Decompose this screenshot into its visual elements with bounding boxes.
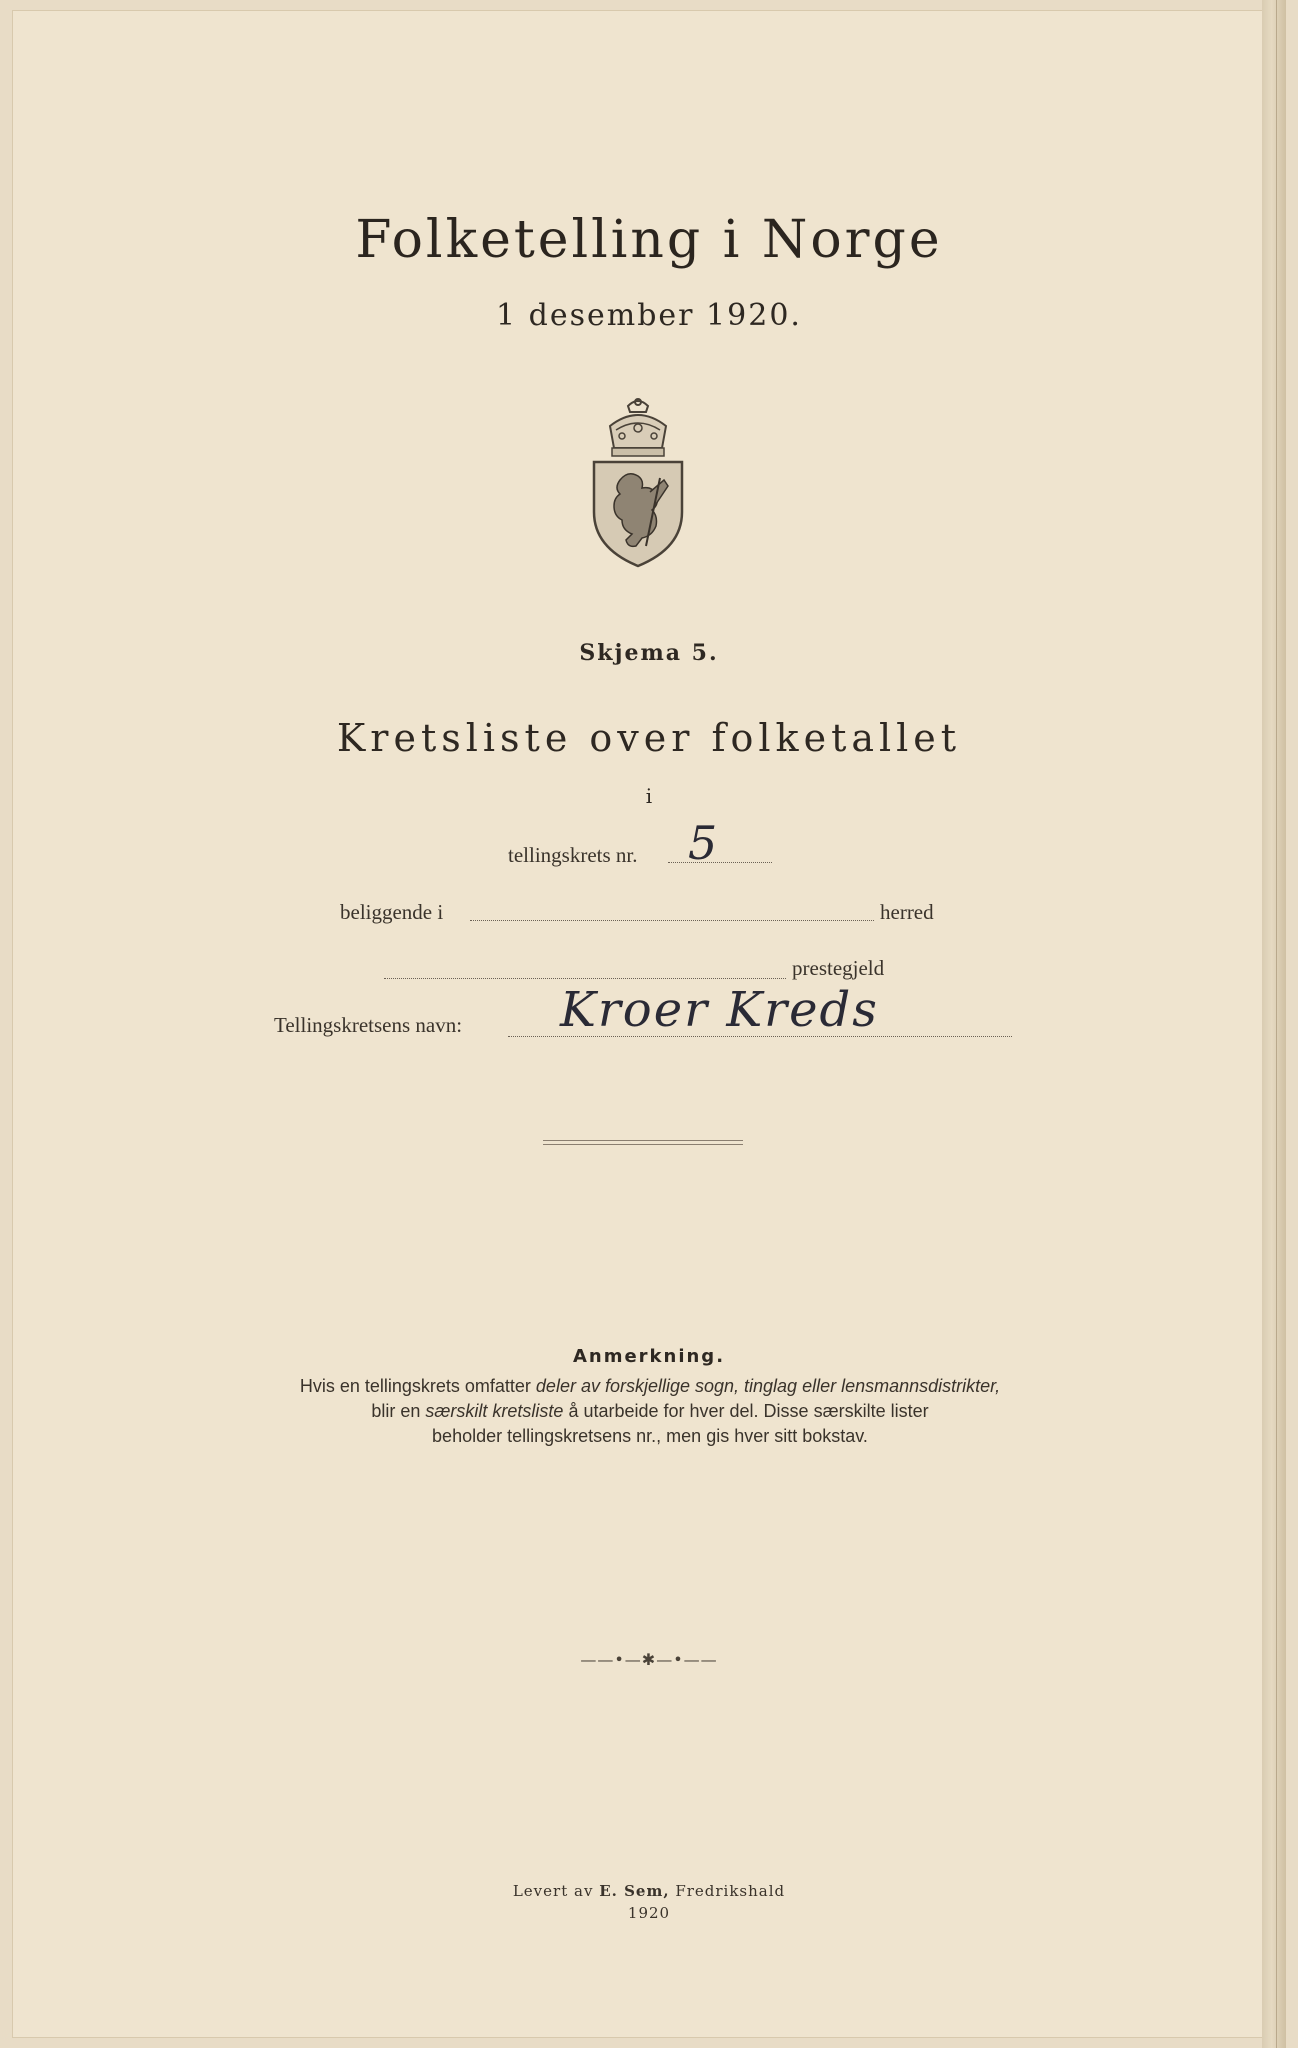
printer-name: E. Sem, xyxy=(599,1882,670,1900)
located-in-line xyxy=(470,920,874,921)
note-line-2-text: blir en xyxy=(371,1401,426,1421)
divider-rule xyxy=(543,1144,743,1145)
prestegjeld-label: prestegjeld xyxy=(792,956,885,980)
note-text xyxy=(200,1374,1100,1449)
note-line-2 xyxy=(200,1399,1100,1424)
district-number-line xyxy=(668,862,772,863)
note-line-1 xyxy=(200,1374,1100,1399)
located-in-label: beliggende i xyxy=(340,900,444,924)
note-line-1-text: Hvis en tellingskrets omfatter xyxy=(299,1376,536,1396)
note-line-2-text-end: å utarbeide for hver del. Disse særskilte lister xyxy=(563,1401,929,1421)
district-number-value: 5 xyxy=(688,816,718,870)
printer-year: 1920 xyxy=(627,1904,671,1922)
note-line-1-italic: deler av forskjellige sogn, tinglag eller lensmannsdistrikter, xyxy=(535,1376,1001,1396)
district-number-label: tellingskrets nr. xyxy=(508,843,638,867)
norwegian-coat-of-arms-icon xyxy=(590,396,686,568)
herred-label: herred xyxy=(880,900,934,924)
district-name-value: Kroer Kreds xyxy=(560,982,879,1038)
note-line-2-italic: særskilt kretsliste xyxy=(425,1401,564,1421)
divider-rule xyxy=(543,1140,743,1141)
note-line-3: beholder tellingskretsens nr., men gis hver sitt bokstav. xyxy=(432,1426,868,1446)
note-title: Anmerkning. xyxy=(572,1346,726,1367)
form-heading: Kretsliste over folketallet xyxy=(336,716,962,760)
preposition-text: i xyxy=(645,784,653,808)
document-title: Folketelling i Norge xyxy=(355,210,943,270)
ornament-divider: ——•—✱—•—— xyxy=(580,1650,718,1669)
prestegjeld-line xyxy=(384,978,786,979)
printer-prefix: Levert av xyxy=(512,1882,600,1900)
printer-credit xyxy=(0,1882,1298,1900)
document-date: 1 desember 1920. xyxy=(496,298,802,333)
district-name-label: Tellingskretsens navn: xyxy=(274,1013,463,1037)
form-schema-number: Skjema 5. xyxy=(579,640,719,666)
printer-place: Fredrikshald xyxy=(669,1882,786,1900)
